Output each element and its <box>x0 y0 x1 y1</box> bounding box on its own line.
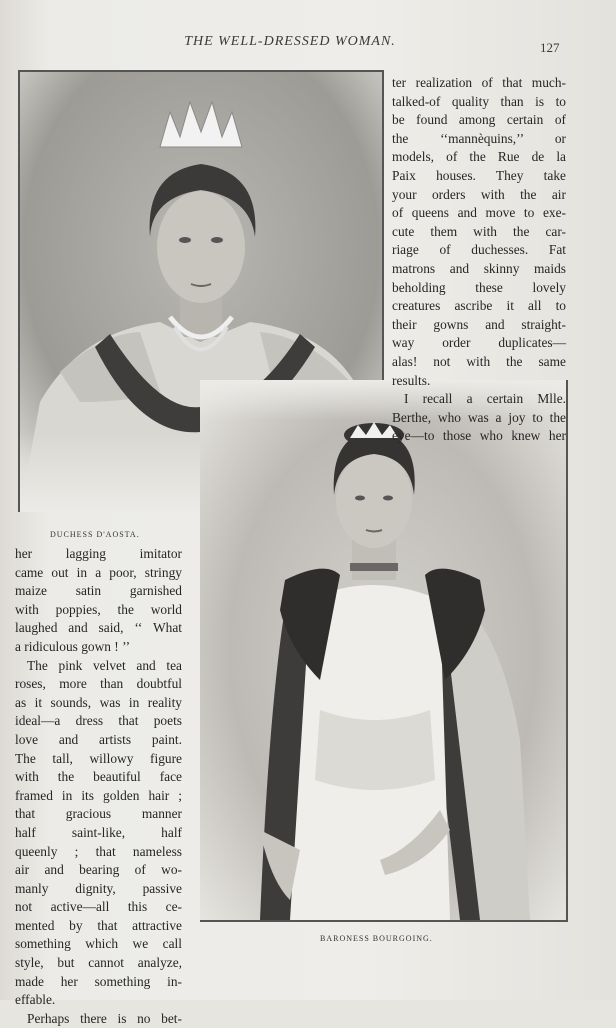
text-line: The pink velvet and tea <box>27 657 182 673</box>
text-line: air and bearing of wo- <box>15 862 182 878</box>
text-line: be found among certain of <box>392 112 566 128</box>
text-line: manly dignity, passive <box>15 880 182 896</box>
text-line: effable. <box>15 992 56 1008</box>
text-line: riage of duchesses. Fat <box>392 242 566 258</box>
text-line: roses, more than doubtful <box>15 676 182 692</box>
text-line: creatures ascribe it all to <box>392 298 566 314</box>
running-header-title: THE WELL-DRESSED WOMAN. <box>184 34 396 49</box>
page-number: 127 <box>540 40 560 55</box>
baroness-portrait-photo <box>200 380 568 922</box>
left-text-column <box>15 545 182 1028</box>
text-line: ter realization of that much- <box>392 75 566 90</box>
text-line: something which we call <box>15 936 182 952</box>
text-line: mented by that attractive <box>15 917 182 933</box>
text-line: queenly ; that nameless <box>15 843 182 859</box>
text-line: talked-of quality than is to <box>392 93 566 109</box>
caption-duchess: DUCHESS D'AOSTA. <box>50 530 140 539</box>
text-line: the ‘‘mannèquins,’’ or <box>392 130 566 146</box>
text-line: maize satin garnished <box>15 583 182 599</box>
text-line: eye—to those who knew her <box>392 428 566 444</box>
text-line: I recall a certain Mlle. <box>404 391 566 407</box>
caption-baroness: BARONESS BOURGOING. <box>320 934 433 943</box>
text-line: way order duplicates— <box>392 335 566 351</box>
right-text-column <box>392 74 566 446</box>
text-line: her lagging imitator <box>15 546 182 561</box>
text-line: a ridiculous gown ! ’’ <box>15 638 131 654</box>
text-line: love and artists paint. <box>15 731 182 747</box>
text-line: style, but cannot analyze, <box>15 955 182 971</box>
text-line: Perhaps there is no bet- <box>27 1010 182 1026</box>
text-line: as it sounds, was in reality <box>15 694 182 710</box>
text-line: framed in its golden hair ; <box>15 787 182 803</box>
text-line: of queens and move to exe- <box>392 205 566 221</box>
text-line: The tall, willowy figure <box>15 750 182 766</box>
text-line: your orders with the air <box>392 186 566 202</box>
text-line: ideal—a dress that poets <box>15 713 182 729</box>
text-line: half saint-like, half <box>15 824 182 840</box>
text-line: laughed and said, ‘‘ What <box>15 620 182 636</box>
text-line: with poppies, the world <box>15 601 182 617</box>
text-line: beholding these lovely <box>392 279 566 295</box>
text-line: matrons and skinny maids <box>392 260 566 276</box>
text-line: alas! not with the same <box>392 353 566 369</box>
text-line: that gracious manner <box>15 806 182 822</box>
text-line: models, of the Rue de la <box>392 149 566 165</box>
text-line: their gowns and straight- <box>392 316 566 332</box>
text-line: Paix houses. They take <box>392 167 566 183</box>
text-line: Berthe, who was a joy to the <box>392 409 566 425</box>
text-line: made her something in- <box>15 973 182 989</box>
text-line: with the beautiful face <box>15 769 182 785</box>
text-line: not active—all this ce- <box>15 899 182 915</box>
text-line: cute them with the car- <box>392 223 566 239</box>
text-line: came out in a poor, stringy <box>15 564 182 580</box>
text-line: results. <box>392 372 431 388</box>
